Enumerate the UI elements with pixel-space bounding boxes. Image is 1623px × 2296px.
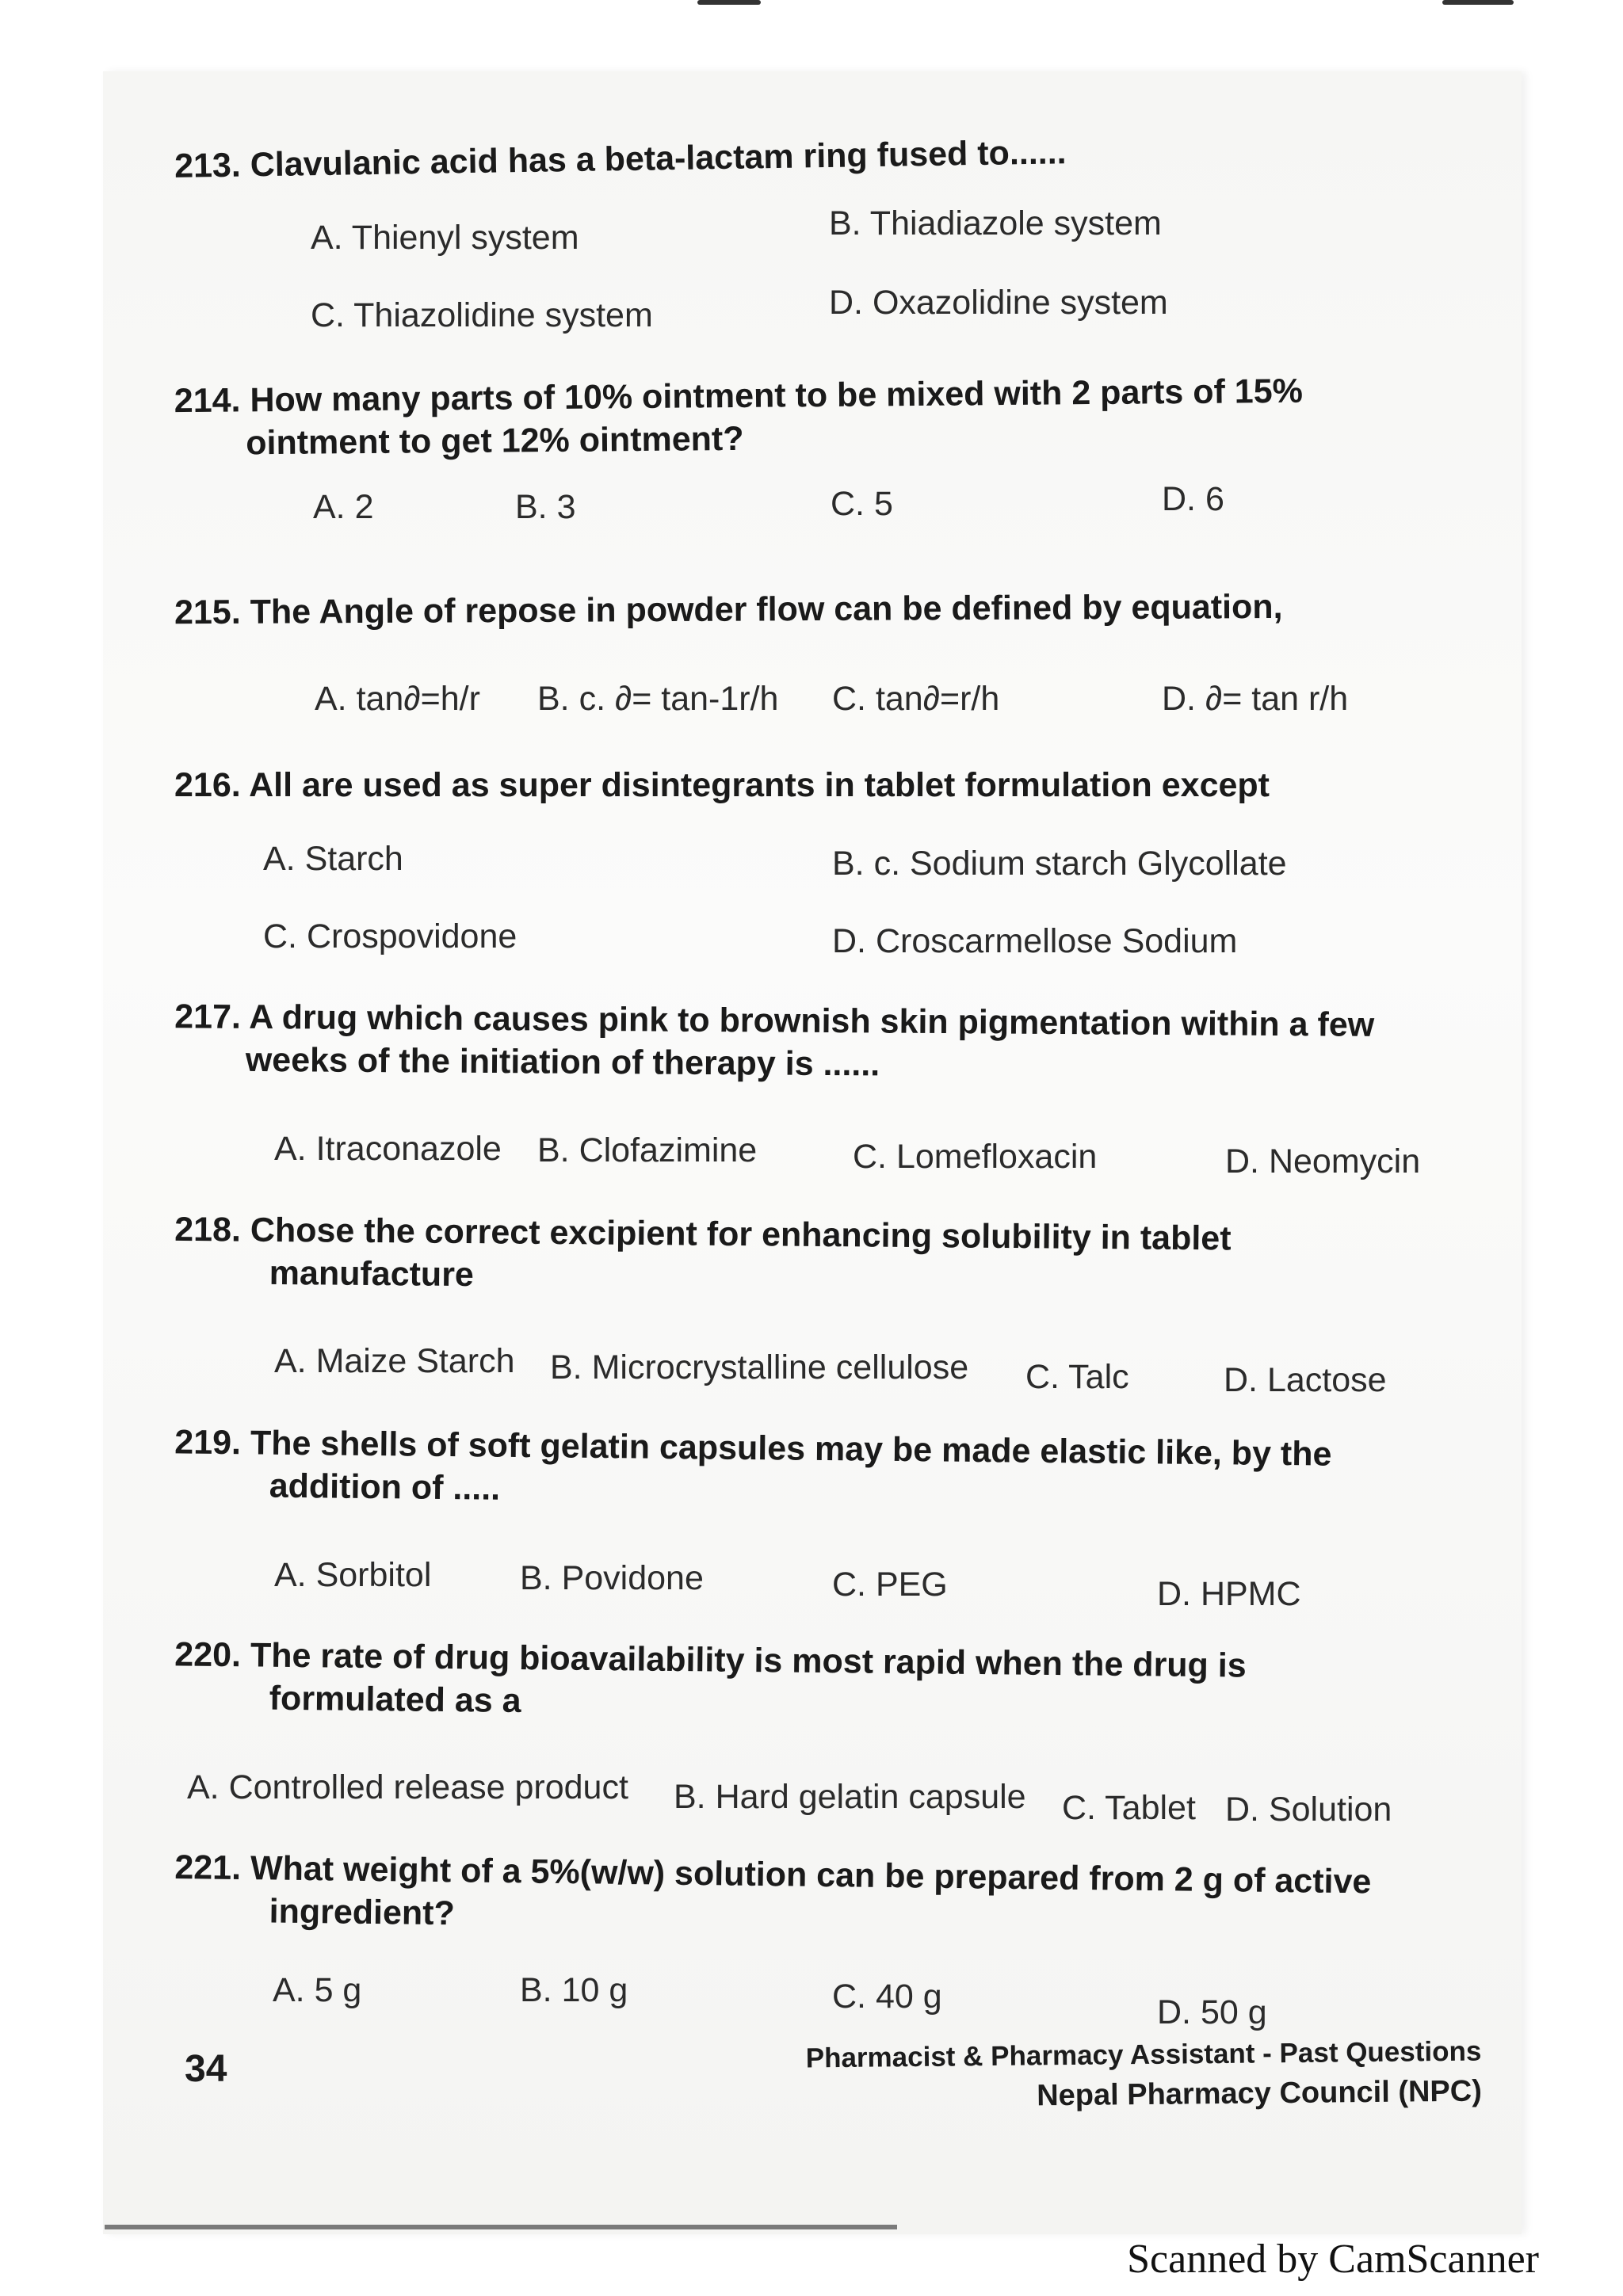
- question-title: 221. What weight of a 5%(w/w) solution can be prepared from 2 g of active ingredient?: [174, 1848, 1372, 1933]
- footer-line-1: Pharmacist & Pharmacy Assistant - Past Questions: [805, 2035, 1482, 2074]
- option-d: D. Neomycin: [1225, 1142, 1421, 1180]
- question-219: [174, 1421, 1474, 1520]
- option-d: D. HPMC: [1157, 1575, 1301, 1613]
- option-a: A. 5 g: [273, 1971, 362, 2009]
- option-b: B. 10 g: [520, 1971, 628, 2009]
- option-b: B. Povidone: [520, 1559, 704, 1597]
- question-title: 218. Chose the correct excipient for enhancing solubility in tablet manufacture: [174, 1210, 1232, 1295]
- option-c: C. tan∂=r/h: [832, 680, 1000, 718]
- footer-line-2: Nepal Pharmacy Council (NPC): [1037, 2074, 1483, 2113]
- option-d: D. Oxazolidine system: [829, 284, 1168, 322]
- option-b: B. Thiadiazole system: [829, 204, 1162, 242]
- option-c: C. PEG: [832, 1566, 948, 1604]
- option-b: B. 3: [515, 488, 576, 526]
- option-a: A. Maize Starch: [274, 1342, 515, 1380]
- option-c: C. 5: [831, 485, 893, 523]
- option-b: B. Hard gelatin capsule: [674, 1778, 1026, 1816]
- option-d: D. 50 g: [1157, 1993, 1267, 2031]
- option-a: A. Starch: [263, 840, 403, 878]
- scanner-watermark: Scanned by CamScanner: [1127, 2237, 1539, 2282]
- question-title: 216. All are used as super disintegrants in tablet formulation except: [174, 766, 1270, 804]
- question-217: [174, 995, 1475, 1089]
- option-a: A. Sorbitol: [274, 1556, 432, 1594]
- question-title: 217. A drug which causes pink to brownish skin pigmentation within a few weeks of the initiation of therapy is ......: [174, 997, 1375, 1084]
- option-d: D. Croscarmellose Sodium: [832, 922, 1238, 960]
- question-215: [174, 585, 1474, 635]
- question-title: 220. The rate of drug bioavailability is most rapid when the drug is formulated as a: [174, 1635, 1247, 1720]
- option-a: A. Controlled release product: [187, 1768, 628, 1806]
- option-a: A. 2: [313, 488, 374, 526]
- question-218: [174, 1208, 1475, 1305]
- page-number: 34: [185, 2048, 227, 2090]
- option-a: A. tan∂=h/r: [315, 680, 480, 718]
- option-a: A. Thienyl system: [311, 219, 579, 257]
- top-edge-mark: [697, 0, 761, 5]
- option-c: C. 40 g: [832, 1978, 942, 2016]
- option-d: D. Lactose: [1224, 1361, 1387, 1399]
- option-d: D. 6: [1162, 480, 1224, 518]
- page-bottom-edge: [105, 2225, 897, 2229]
- page-footer: [806, 2033, 1483, 2119]
- question-title: 219. The shells of soft gelatin capsules may be made elastic like, by the addition of .....: [174, 1423, 1332, 1508]
- option-b: B. Clofazimine: [537, 1131, 758, 1169]
- question-221: [174, 1846, 1474, 1947]
- option-c: C. Tablet: [1062, 1789, 1196, 1827]
- option-b: B. Microcrystalline cellulose: [550, 1348, 969, 1386]
- question-216: [174, 764, 1474, 807]
- top-edge-mark: [1442, 0, 1514, 5]
- option-c: C. Talc: [1025, 1358, 1129, 1396]
- question-214: [174, 368, 1475, 465]
- question-title: 213. Clavulanic acid has a beta-lactam ring fused to......: [174, 133, 1067, 185]
- option-b: B. c. Sodium starch Glycollate: [832, 845, 1287, 883]
- question-title: 214. How many parts of 10% ointment to be mixed with 2 parts of 15% ointment to get 12% ointment?: [174, 372, 1304, 463]
- option-c: C. Lomefloxacin: [853, 1138, 1098, 1176]
- question-220: [174, 1633, 1474, 1732]
- option-c: C. Crospovidone: [263, 917, 517, 955]
- option-c: C. Thiazolidine system: [311, 296, 653, 334]
- option-d: D. Solution: [1225, 1791, 1392, 1829]
- question-title: 215. The Angle of repose in powder flow can be defined by equation,: [174, 587, 1283, 632]
- option-d: D. ∂= tan r/h: [1162, 680, 1349, 718]
- option-a: A. Itraconazole: [274, 1130, 502, 1168]
- option-b: B. c. ∂= tan-1r/h: [537, 680, 779, 718]
